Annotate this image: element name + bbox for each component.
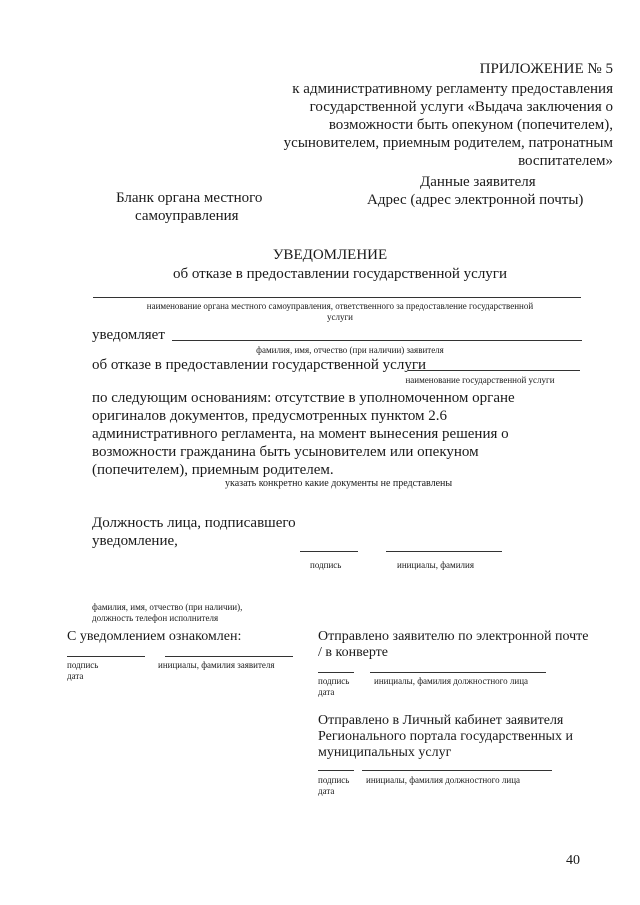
fio-applicant-underline <box>172 340 582 341</box>
form-label-line2: самоуправления <box>135 208 239 224</box>
service-caption: наименование государственной услуги <box>405 375 555 385</box>
ack-date-caption: дата <box>67 671 84 681</box>
email-signature-caption: подпись <box>318 676 350 686</box>
initials-underline <box>386 551 502 552</box>
appendix-line-3: возможности быть опекуном (попечителем), <box>328 117 613 133</box>
signature-caption: подпись <box>310 560 342 570</box>
sent-email-line1: Отправлено заявителю по электронной почте <box>318 629 589 644</box>
cabinet-signature-underline <box>318 770 354 771</box>
cabinet-initials-caption: инициалы, фамилия должностного лица <box>366 775 521 785</box>
authority-caption-2: услуги <box>327 312 353 322</box>
email-signature-underline <box>318 672 354 673</box>
cabinet-date-caption: дата <box>318 786 335 796</box>
form-label-line1: Бланк органа местного <box>116 190 263 206</box>
executor-caption-2: должность телефон исполнителя <box>92 613 219 623</box>
appendix-line-5: воспитателем» <box>518 153 613 169</box>
signature-underline <box>300 551 358 552</box>
grounds-line-2: оригиналов документов, предусмотренных пунктом 2.6 <box>92 408 448 424</box>
document-title: УВЕДОМЛЕНИЕ <box>272 247 388 263</box>
cabinet-signature-caption: подпись <box>318 775 350 785</box>
appendix-line-2: государственной услуги «Выдача заключения о <box>309 99 613 115</box>
authority-caption-1: наименование органа местного самоуправления, ответственного за предоставление государственной <box>146 301 534 311</box>
ack-initials-caption: инициалы, фамилия заявителя <box>158 660 275 670</box>
email-initials-caption: инициалы, фамилия должностного лица <box>374 676 529 686</box>
acknowledged-label: С уведомлением ознакомлен: <box>67 629 242 644</box>
grounds-line-3: административного регламента, на момент вынесения решения о <box>92 426 509 442</box>
document-subtitle: об отказе в предоставлении государственной услуги <box>172 266 507 282</box>
cabinet-initials-underline <box>362 770 552 771</box>
ack-initials-underline <box>165 656 293 657</box>
sent-cabinet-line1: Отправлено в Личный кабинет заявителя <box>318 713 564 728</box>
service-underline <box>408 370 580 371</box>
appendix-number: ПРИЛОЖЕНИЕ № 5 <box>479 61 613 77</box>
ack-signature-caption: подпись <box>67 660 99 670</box>
initials-caption: инициалы, фамилия <box>397 560 474 570</box>
authority-underline <box>93 297 581 298</box>
ack-signature-underline <box>67 656 145 657</box>
page-number: 40 <box>566 853 580 868</box>
grounds-line-5: (попечителем), приемным родителем. <box>92 462 334 478</box>
applicant-data-label: Данные заявителя <box>420 174 536 190</box>
signer-position-line2: уведомление, <box>92 533 178 549</box>
appendix-line-4: усыновителем, приемным родителем, патронатным <box>283 135 613 151</box>
email-date-caption: дата <box>318 687 335 697</box>
grounds-line-1: по следующим основаниям: отсутствие в уполномоченном органе <box>92 390 515 406</box>
specify-docs-caption: указать конкретно какие документы не представлены <box>225 478 453 489</box>
sent-email-line2: / в конверте <box>318 645 388 660</box>
sent-cabinet-line2: Регионального портала государственных и <box>318 729 573 744</box>
applicant-address-label: Адрес (адрес электронной почты) <box>367 192 584 208</box>
fio-applicant-caption: фамилия, имя, отчество (при наличии) заявителя <box>256 345 444 355</box>
appendix-line-1: к административному регламенту предоставления <box>292 81 613 97</box>
sent-cabinet-line3: муниципальных услуг <box>318 745 452 760</box>
signer-position-line1: Должность лица, подписавшего <box>92 515 296 531</box>
grounds-line-4: возможности гражданина быть усыновителем или опекуном <box>92 444 479 460</box>
refusal-text: об отказе в предоставлении государственной услуги <box>92 357 427 373</box>
executor-caption-1: фамилия, имя, отчество (при наличии), <box>92 602 243 612</box>
email-initials-underline <box>370 672 546 673</box>
notifies-label: уведомляет <box>92 327 165 343</box>
